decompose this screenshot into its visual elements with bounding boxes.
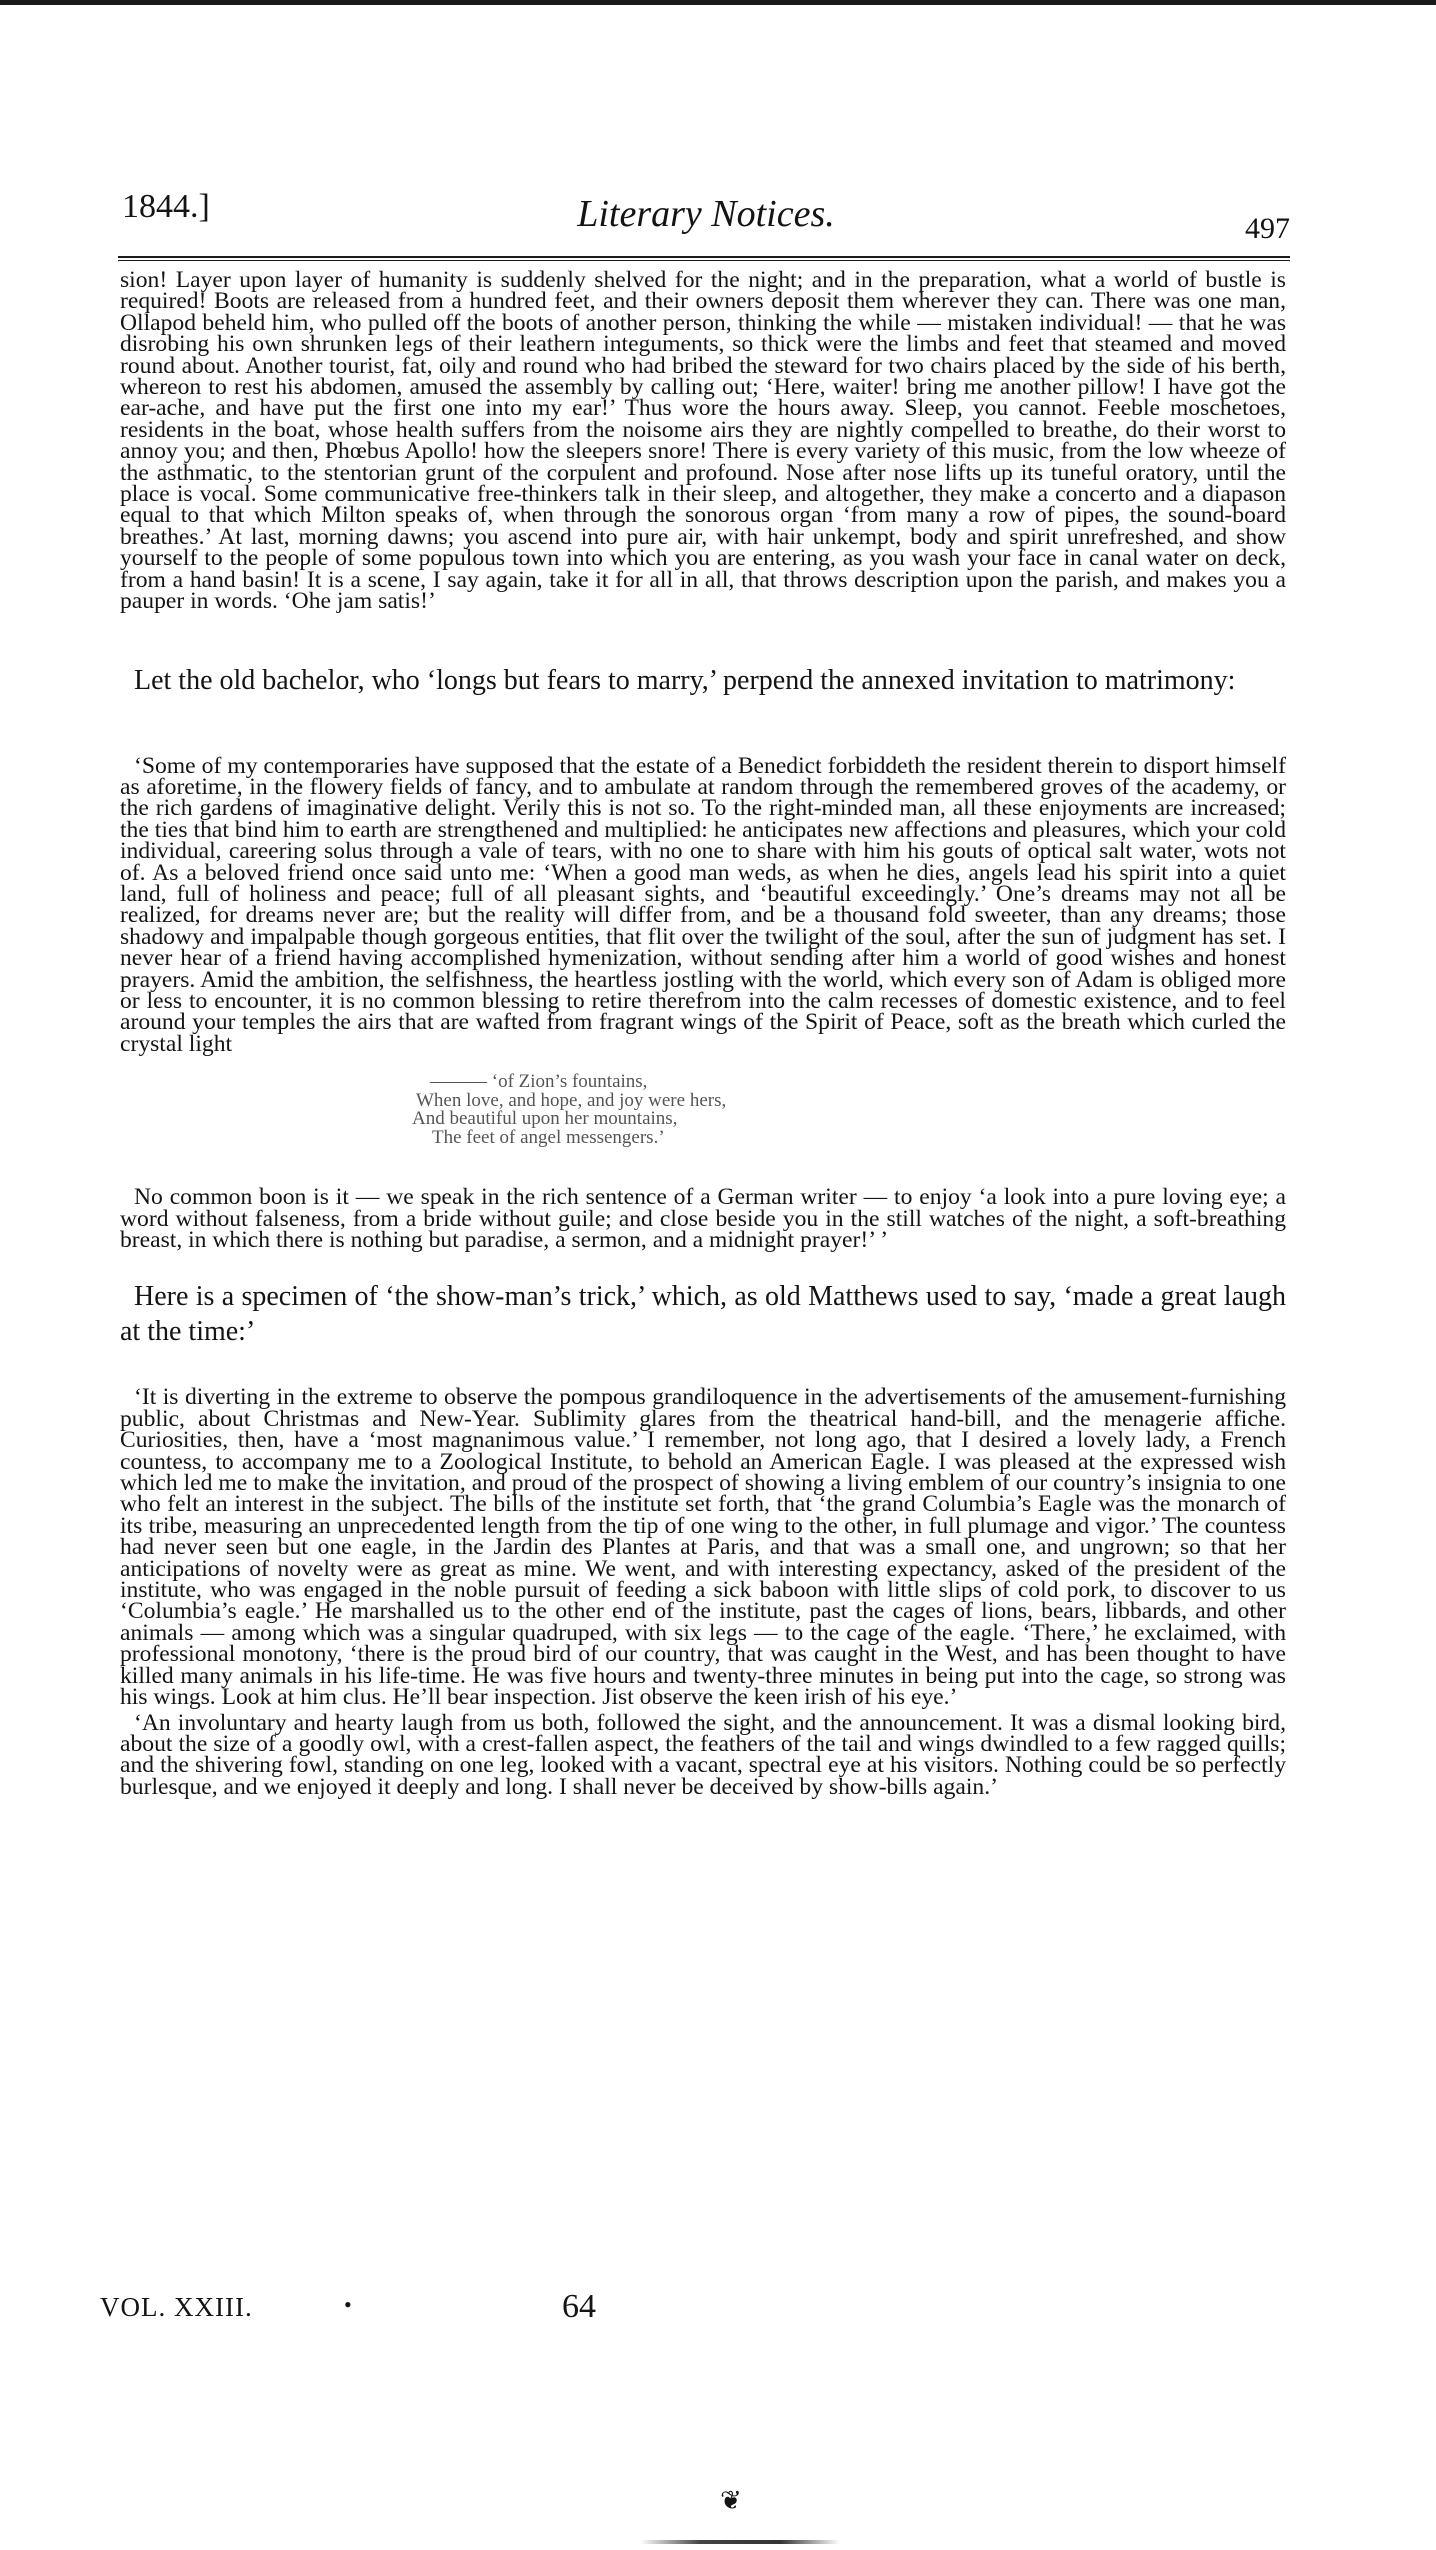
running-header [122,188,1290,258]
poem-line: When love, and hope, and joy were hers, [416,1089,727,1111]
header-year: 1844.] [122,188,210,225]
poem-line: ——— ‘of Zion’s fountains, [430,1071,648,1093]
poem-quotation [412,1073,1286,1147]
bottom-edge-line [640,2540,840,2544]
volume-label: VOL. XXIII. [100,2292,253,2322]
signature-folio: 64 [562,2288,596,2325]
header-rule-thin [118,260,1290,261]
poem-line: The feet of angel messengers.’ [432,1126,665,1148]
intro-bachelor: Let the old bachelor, who ‘longs but fears to marry,’ perpend the annexed invitation to matrimony: [134,664,1236,696]
page-footer [100,2288,800,2332]
header-rule [118,256,1290,258]
ornament-icon: ❦ [720,2486,742,2515]
passage-laugh: ‘An involuntary and hearty laugh from us both, followed the sight, and the announcement. It was a dismal looking bird, about the size of a goodly owl, with a crest-fallen aspect, the feathers of the tail and wings dwindled to a few ragged quills; and the shivering fowl, standing on one leg, looked with a vacant, spectral eye at his visitors. Nothing could be so perfectly burlesque, and we enjoyed it deeply and long. I shall never be deceived by show-bills again.’ [120,1709,1286,1800]
passage-eagle: ‘It is diverting in the extreme to observe the pompous grandiloquence in the advertisements of the amusement-furnishing public, about Christmas and New-Year. Sublimity glares from the theatrical hand-bill, and the menagerie affiche. Curiosities, then, have a ‘most magnanimous value.’ I remember, not long ago, that I desired a lovely lady, a French countess, to accompany me to a Zoological Institute, to behold an American Eagle. I was pleased at the expressed wish which led me to make the invitation, and proud of the prospect of showing a living emblem of our country’s insignia to one who felt an interest in the subject. The bills of the institute set forth, that ‘the grand Columbia’s Eagle was the monarch of its tribe, measuring an unprecedented length from the tip of one wing to the other, in full plumage and vigor.’ The countess had never seen but one eagle, in the Jardin des Plantes at Paris, and that was a small one, and ungrown; so that her anticipations of novelty were as great as mine. We went, and with interesting expectancy, asked of the president of the institute, who was engaged in the noble pursuit of feeding a sick baboon with little slips of cold pork, to discover to us ‘Columbia’s eagle.’ He marshalled us to the other end of the institute, past the cages of lions, bears, libbards, and other animals — among which was a singular quadruped, with six legs — to the cage of the eagle. ‘There,’ he exclaimed, with professional monotony, ‘there is the proud bird of our country, that was caught in the West, and has been thought to have killed many animals in his life-time. He was five hours and twenty-three minutes in being put into the cage, so strong was his wings. Look at him clus. He’ll bear inspection. Jist observe the keen irish of his eye.’ [120,1384,1286,1711]
page-body [120,267,1286,1800]
poem-line: And beautiful upon her mountains, [412,1108,678,1130]
passage-german-writer: No common boon is it — we speak in the rich sentence of a German writer — to enjoy ‘a look into a pure loving eye; a word without falseness, from a bride without guile; and close beside you in the still watches of the night, a soft-breathing breast, in which there is nothing but paradise, a sermon, and a midnight prayer!’ ’ [120,1184,1286,1253]
footer-mark: • [344,2292,352,2317]
header-title: Literary Notices. [577,193,835,235]
top-edge-line [0,0,1436,5]
passage-benedict: ‘Some of my contemporaries have supposed that the estate of a Benedict forbiddeth the resident therein to disport himself as aforetime, in the flowery fields of fancy, and to ambulate at random through the remembered groves of the academy, or the rich gardens of imaginative delight. Verily this is not so. To the right-minded man, all these enjoyments are increased; the ties that bind him to earth are strengthened and multiplied: he anticipates new affections and pleasures, which your cold individual, careering solus through a vale of tears, with no one to share with him his gouts of optical salt water, wots not of. As a beloved friend once said unto me: ‘When a good man weds, as when he dies, angels lead his spirit into a quiet land, full of holiness and peace; full of all pleasant sights, and ‘beautiful exceedingly.’ One’s dreams may not all be realized, for dreams never are; but the reality will differ from, and be a thousand fold sweeter, than any dreams; those shadowy and impalpable though gorgeous entities, that flit over the twilight of the soul, after the sun of judgment has set. I never hear of a friend having accomplished hymenization, without sending after him a world of good wishes and honest prayers. Amid the ambition, the selfishness, the heartless jostling with the world, which every son of Adam is obliged more or less to encounter, it is no common blessing to retire therefrom into the calm recesses of domestic existence, and to feel around your temples the airs that are wafted from fragrant wings of the Spirit of Peace, soft as the breath which curled the crystal light [120,752,1286,1057]
header-page-number: 497 [1245,212,1290,245]
intro-showman: Here is a specimen of ‘the show-man’s trick,’ which, as old Matthews used to say, ‘made a great laugh at the time:’ [120,1281,1286,1348]
passage-steamboat: sion! Layer upon layer of humanity is suddenly shelved for the night; and in the preparation, what a world of bustle is required! Boots are released from a hundred feet, and their owners deposit them wherever they can. There was one man, Ollapod beheld him, who pulled off the boots of another person, thinking the while — mistaken individual! — that he was disrobing his own shrunken legs of their leathern integuments, so thick were the limbs and feet that steamed and moved round about. Another tourist, fat, oily and round who had bribed the steward for two chairs placed by the side of his berth, whereon to rest his abdomen, amused the assembly by calling out; ‘Here, waiter! bring me another pillow! I have got the ear-ache, and have put the first one into my ear!’ Thus wore the hours away. Sleep, you cannot. Feeble moschetoes, residents in the boat, whose health suffers from the noisome airs they are nightly compelled to breathe, do their worst to annoy you; and then, Phœbus Apollo! how the sleepers snore! There is every variety of this music, from the low wheeze of the asthmatic, to the stentorian grunt of the corpulent and profound. Nose after nose lifts up its tuneful oratory, until the place is vocal. Some communicative free-thinkers talk in their sleep, and altogether, they make a concerto and a diapason equal to that which Milton speaks of, when through the sonorous organ ‘from many a row of pipes, the sound-board breathes.’ At last, morning dawns; you ascend into pure air, with hair unkempt, body and spirit unrefreshed, and show yourself to the people of some populous town into which you are entering, as you wash your face in canal water on deck, from a hand basin! It is a scene, I say again, take it for all in all, that throws description upon the parish, and makes you a pauper in words. ‘Ohe jam satis!’ [120,267,1286,615]
